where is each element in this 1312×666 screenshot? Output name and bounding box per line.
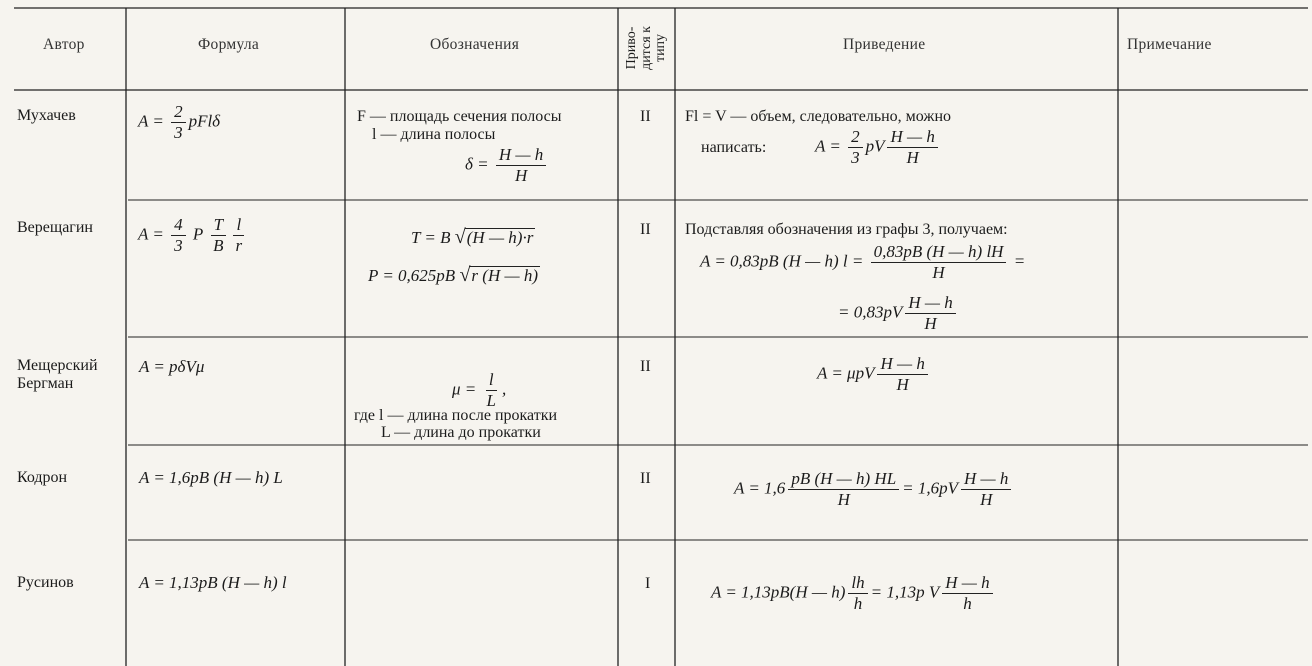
row1-reduction-text: Fl = V — объем, следовательно, можно	[685, 108, 952, 125]
header-notation: Обозначения	[430, 36, 520, 53]
row3-notation-2: где l — длина после прокатки	[354, 407, 558, 424]
row1-author: Мухачев	[17, 107, 76, 124]
row1-notation-1: F — площадь сечения полосы	[357, 108, 562, 125]
row5-reduction-formula: A = 1,13pB(H — h) $\frac{lh}{h}$ = 1,13p V $\frac{H — h}{h}$	[711, 574, 996, 613]
row2-type: II	[640, 221, 651, 238]
row3-type: II	[640, 358, 651, 375]
row4-type: II	[640, 470, 651, 487]
row3-notation-3: L — длина до прокатки	[381, 424, 541, 441]
row2-author: Верещагин	[17, 219, 93, 236]
row1-notation-2: l — длина полосы	[372, 126, 496, 143]
row2-notation-2: P = 0,625pB √r (H — h)	[368, 264, 539, 286]
row5-author: Русинов	[17, 574, 74, 591]
row3-author-2: Бергман	[17, 375, 74, 392]
row5-formula: A = 1,13pB (H — h) l	[139, 573, 287, 592]
row1-type: II	[640, 108, 651, 125]
header-note: Примечание	[1127, 36, 1212, 53]
row1-reduction-text2: написать:	[701, 139, 767, 156]
header-type-line2: дится к	[638, 26, 654, 70]
row2-formula: A = $\frac{4}{3}$ P $\frac{T}{B}$ $\frac{l}{r}$	[138, 216, 248, 255]
row3-author: Мещерский	[17, 357, 98, 374]
row3-reduction-formula: A = μpV $\frac{H — h}{H}$	[817, 355, 931, 394]
row4-author: Кодрон	[17, 469, 68, 486]
row2-reduction-formula-1: A = 0,83pB (H — h) l = $\frac{0,83pB (H — h) lH}{H}$ =	[700, 242, 1026, 282]
row1-notation-3: δ = $\frac{H — h}{H}$	[465, 146, 549, 185]
row4-formula: A = 1,6pB (H — h) L	[139, 468, 283, 487]
row3-notation-1: μ = $\frac{l}{L}$ ,	[452, 370, 507, 410]
header-formula: Формула	[198, 36, 260, 53]
row2-reduction-text: Подставляя обозначения из графы 3, получаем:	[685, 221, 1008, 238]
header-author: Автор	[43, 36, 85, 53]
header-type	[618, 8, 675, 88]
row4-reduction-formula: A = 1,6 $\frac{pB (H — h) HL}{H}$ = 1,6pV $\frac{H — h}{H}$	[734, 470, 1014, 509]
row2-notation-1: T = B √(H — h)·r	[411, 226, 534, 248]
row5-type: I	[645, 575, 651, 592]
row2-reduction-formula-2: = 0,83pV $\frac{H — h}{H}$	[838, 294, 959, 333]
header-type-line1: Приво-	[623, 26, 639, 70]
header-type-line3: типу	[652, 33, 668, 63]
header-reduction: Приведение	[843, 36, 926, 53]
row3-formula: A = pδVμ	[139, 357, 205, 376]
row1-formula: A = $\frac{2}{3}$ pFlδ	[138, 102, 221, 142]
row1-reduction-formula: A = $\frac{2}{3}$ pV $\frac{H — h}{H}$	[815, 128, 941, 167]
